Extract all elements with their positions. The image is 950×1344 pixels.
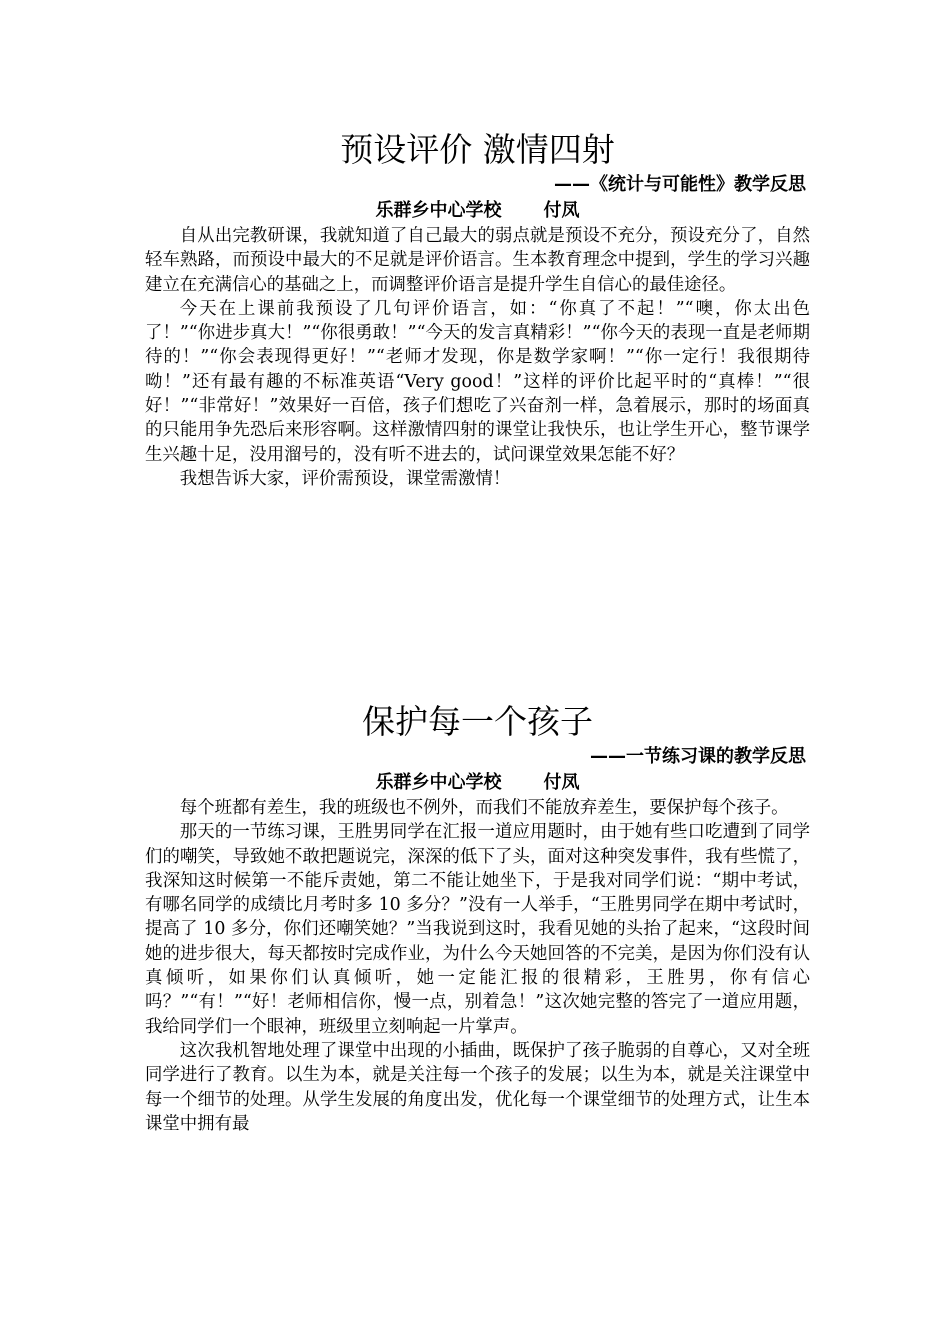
school-name: 乐群乡中心学校 xyxy=(375,772,502,793)
article-title: 保护每一个孩子 xyxy=(362,702,593,741)
article-subtitle: ——一节练习课的教学反思 xyxy=(590,746,806,767)
author-line xyxy=(145,770,810,796)
article-protect-every-child xyxy=(145,700,810,1136)
author-name: 付凤 xyxy=(543,200,580,221)
paragraph: 我想告诉大家，评价需预设，课堂需激情！ xyxy=(179,468,511,489)
paragraph: 今天在上课前我预设了几句评价语言，如：“你真了不起！”“噢，你太出色了！”“你进步真大！”“你很勇敢！”“今天的发言真精彩！”“你今天的表现一直是老师期待的！”“你会表现得更好！”“老师才发现，你是数学家啊！”“你一定行！我很期待呦！”还有最有趣的不标准英语“Very good！”这样的评价比起平时的“真棒！”“很好！”“非常好！”效果好一百倍，孩子们想吃了兴奋剂一样，急着展示，那时的场面真的只能用争先恐后来形容啊。这样激情四射的课堂让我快乐，也让学生开心，整节课学生兴趣十足，没用溜号的，没有听不进去的，试问课堂效果怎能不好？ xyxy=(145,298,810,465)
school-name: 乐群乡中心学校 xyxy=(375,200,502,221)
paragraph: 那天的一节练习课，王胜男同学在汇报一道应用题时，由于她有些口吃遭到了同学们的嘲笑，导致她不敢把题说完，深深的低下了头，面对这种突发事件，我有些慌了，我深知这时候第一不能斥责她，第二不能让她坐下，于是我对同学们说：“期中考试，有哪名同学的成绩比月考时多 10 多分？”没有一人举手，“王胜男同学在期中考试时，提高了 10 多分，你们还嘲笑她？”当我说到这时，我看见她的头抬了起来，“这段时间她的进步很大，每天都按时完成作业，为什么今天她回答的不完美，是因为你们没有认真倾听，如果你们认真倾听，她一定能汇报的很精彩，王胜男，你有信心吗？”“有！”“好！老师相信你，慢一点，别着急！”这次她完整的答完了一道应用题，我给同学们一个眼神，班级里立刻响起一片掌声。 xyxy=(145,822,810,1037)
author-name: 付凤 xyxy=(543,772,580,793)
paragraph: 自从出完教研课，我就知道了自己最大的弱点就是预设不充分，预设充分了，自然轻车熟路，而预设中最大的不足就是评价语言。生本教育理念中提到，学生的学习兴趣建立在充满信心的基础之上，而调整评价语言是提升学生自信心的最佳途径。 xyxy=(145,226,810,295)
article-evaluation-reflection xyxy=(145,128,810,491)
paragraph: 每个班都有差生，我的班级也不例外，而我们不能放弃差生，要保护每个孩子。 xyxy=(179,798,789,818)
article-subtitle: ——《统计与可能性》教学反思 xyxy=(554,174,806,195)
paragraph: 这次我机智地处理了课堂中出现的小插曲，既保护了孩子脆弱的自尊心，又对全班同学进行了教育。以生为本，就是关注每一个孩子的发展；以生为本，就是关注课堂中每一个细节的处理。从学生发展的角度出发，优化每一个课堂细节的处理方式，让生本课堂中拥有最 xyxy=(145,1040,810,1134)
article-title: 预设评价 激情四射 xyxy=(340,130,615,169)
author-line xyxy=(145,198,810,224)
